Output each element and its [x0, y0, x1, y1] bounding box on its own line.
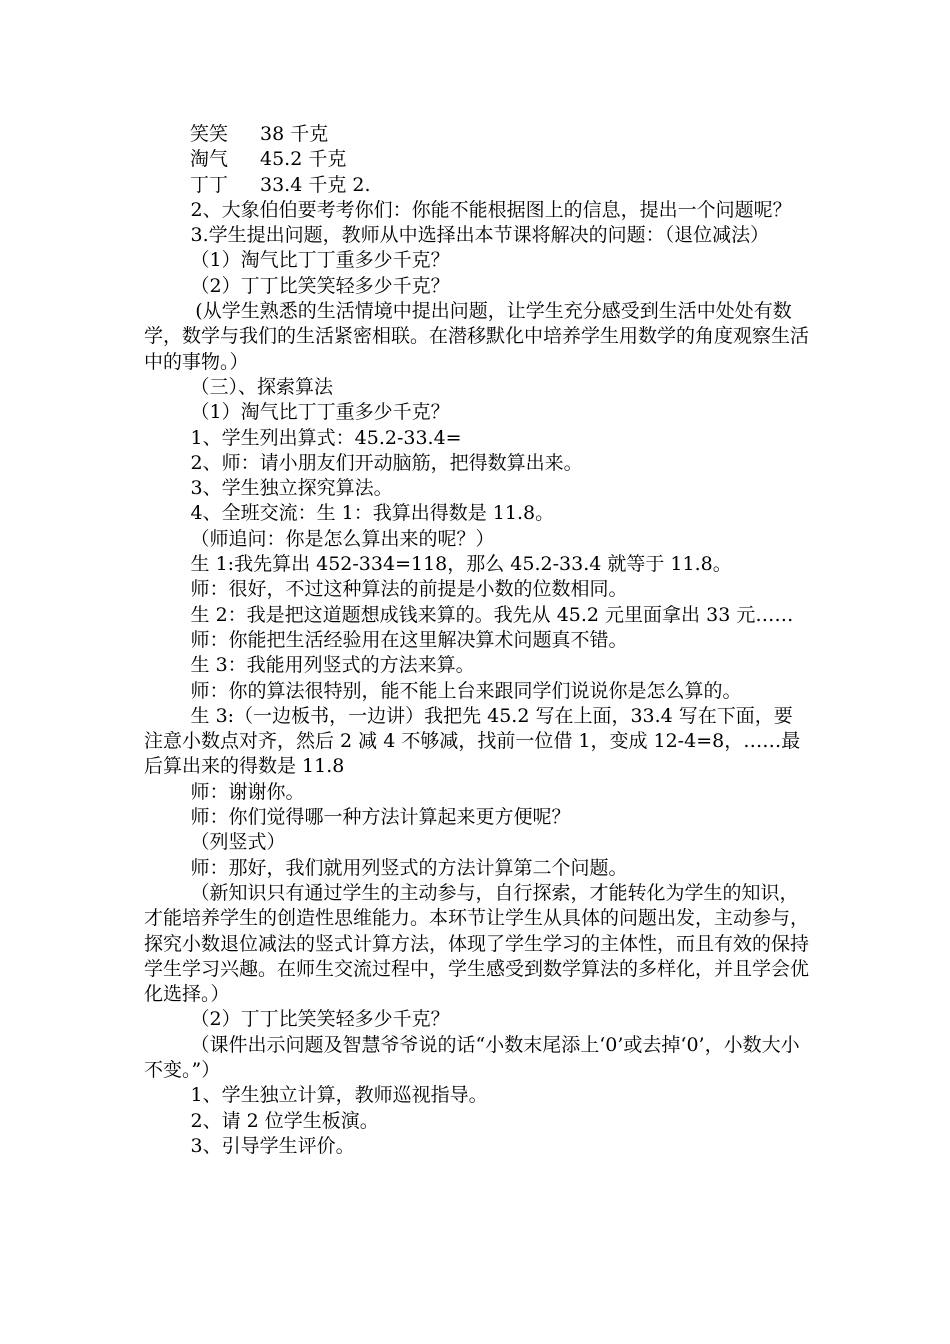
paragraph: 1、学生列出算式：45.2-33.4=: [190, 426, 462, 449]
paragraph: （1）淘气比丁丁重多少千克？: [190, 249, 450, 272]
paragraph: 师：谢谢你。: [190, 780, 305, 803]
weight-row: [144, 173, 810, 198]
paragraph: 师：很好，不过这种算法的前提是小数的位数相同。: [190, 578, 628, 601]
paragraph-list: [144, 198, 810, 1159]
document-page: [144, 122, 810, 1159]
paragraph: 生 3:（一边板书，一边讲）我把先 45.2 写在上面，33.4 写在下面，要注意小数点对齐，然后 2 减 4 不够减，找前一位借 1，变成 12-4=8，……最后算出来的得数是 11.8: [144, 704, 801, 778]
paragraph: （三）、探索算法: [190, 375, 334, 398]
weight-value: 45.2 千克: [260, 148, 347, 171]
paragraph: 3、引导学生评价。: [190, 1134, 355, 1157]
paragraph: 师：你能把生活经验用在这里解决算术问题真不错。: [190, 628, 628, 651]
weight-name: 笑笑: [190, 123, 229, 145]
weight-row: [144, 147, 810, 172]
paragraph: 2、大象伯伯要考考你们：你能不能根据图上的信息，提出一个问题呢？: [190, 198, 792, 221]
paragraph: 生 1:我先算出 452-334=118，那么 45.2-33.4 就等于 11.8。: [190, 553, 732, 576]
weight-value: 33.4 千克 2.: [260, 173, 371, 196]
paragraph: 4、全班交流：生 1：我算出得数是 11.8。: [190, 502, 555, 525]
paragraph: （师追问：你是怎么算出来的呢？）: [190, 527, 495, 550]
paragraph: 生 2：我是把这道题想成钱来算的。我先从 45.2 元里面拿出 33 元……: [190, 603, 794, 626]
paragraph: （2）丁丁比笑笑轻多少千克？: [190, 274, 450, 297]
paragraph: （2）丁丁比笑笑轻多少千克？: [190, 1008, 450, 1031]
weight-name: 丁丁: [190, 173, 229, 196]
paragraph: 3.学生提出问题，教师从中选择出本节课将解决的问题：（退位减法）: [190, 224, 770, 247]
paragraph: （新知识只有通过学生的主动参与，自行探索，才能转化为学生的知识，才能培养学生的创造性思维能力。本环节让学生从具体的问题出发，主动参与，探究小数退位减法的竖式计算方法，体现了学生学习的主体性，而且有效的保持学生学习兴趣。在师生交流过程中，学生感受到数学算法的多样化，并且学会优化选择。）: [144, 881, 810, 1006]
weight-value: 38 千克: [260, 123, 329, 145]
paragraph: （1）淘气比丁丁重多少千克？: [190, 401, 450, 424]
paragraph: 2、师：请小朋友们开动脑筋，把得数算出来。: [190, 451, 583, 474]
paragraph: 3、学生独立探究算法。: [190, 477, 393, 500]
paragraph: （课件出示问题及智慧爷爷说的话“小数末尾添上‘0’或去掉‘0’，小数大小不变。”）: [144, 1033, 800, 1081]
paragraph: 师：那好，我们就用列竖式的方法计算第二个问题。: [190, 856, 628, 879]
paragraph: 师：你的算法很特别，能不能上台来跟同学们说说你是怎么算的。: [190, 679, 742, 702]
paragraph: 1、学生独立计算，教师巡视指导。: [190, 1084, 488, 1107]
paragraph: （列竖式）: [190, 831, 286, 854]
paragraph: 2、请 2 位学生板演。: [190, 1109, 379, 1132]
weight-row: [144, 122, 810, 147]
weight-name: 淘气: [190, 148, 229, 171]
paragraph: 生 3：我能用列竖式的方法来算。: [190, 654, 475, 677]
paragraph: 师：你们觉得哪一种方法计算起来更方便呢？: [190, 806, 571, 829]
paragraph: (从学生熟悉的生活情境中提出问题，让学生充分感受到生活中处处有数学，数学与我们的生活紧密相联。在潜移默化中培养学生用数学的角度观察生活中的事物。）: [144, 300, 810, 373]
